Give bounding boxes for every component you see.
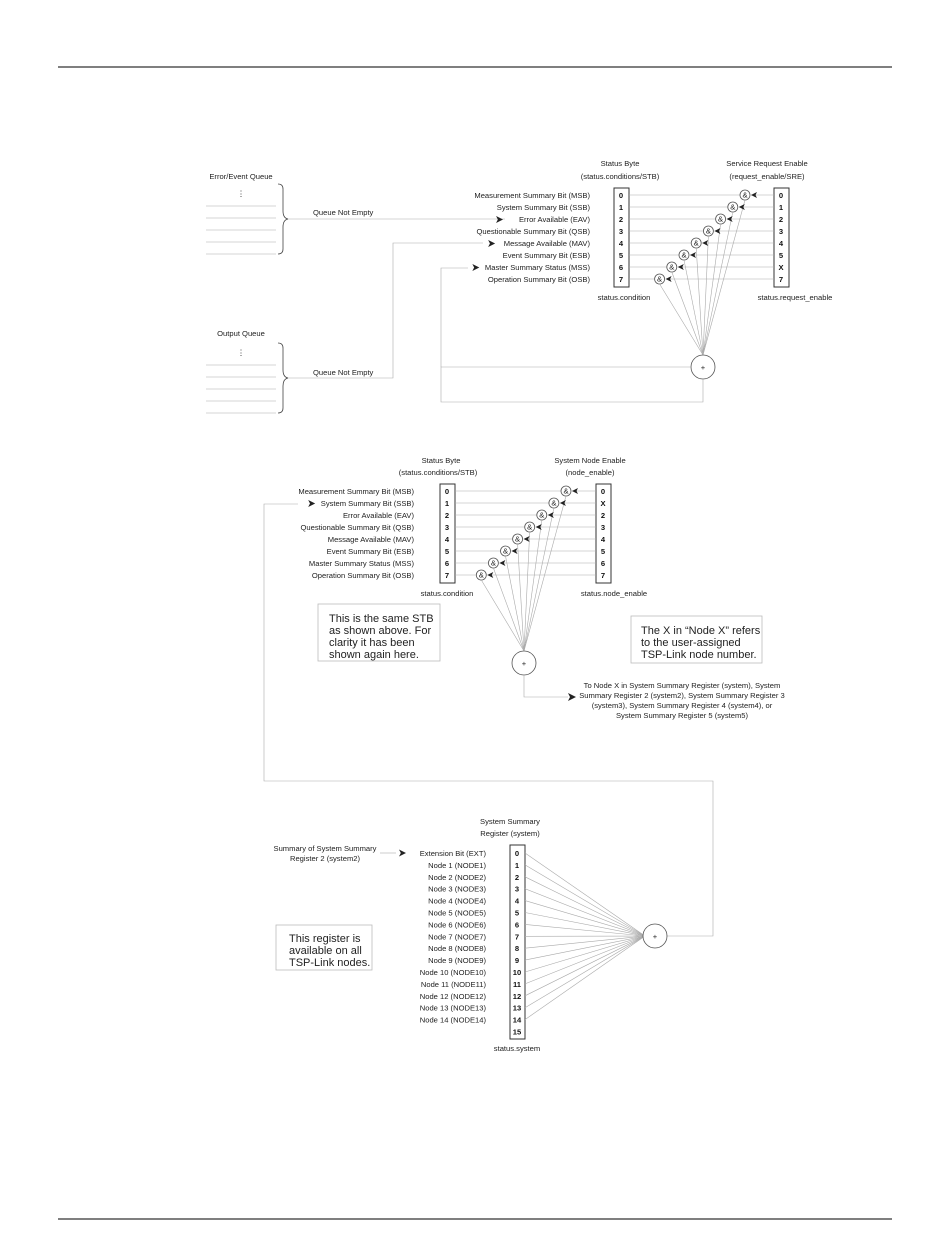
- output-queue-title: Output Queue: [217, 329, 265, 338]
- enable-bit: 7: [778, 275, 784, 284]
- and-gate-symbol: &: [539, 510, 545, 520]
- bit-number: 0: [618, 191, 624, 200]
- node-enable-subtitle: (node_enable): [565, 468, 615, 477]
- bit-label: Master Summary Status (MSS): [308, 559, 414, 568]
- bit-number: 13: [512, 1003, 522, 1013]
- bit-label: Node 6 (NODE6): [428, 920, 486, 930]
- stb-title: Status Byte: [600, 159, 640, 168]
- bit-number: 5: [514, 908, 520, 918]
- and-gate-symbol: &: [490, 558, 496, 568]
- stb-footer: status.condition: [597, 293, 651, 302]
- stb-title: Status Byte: [421, 456, 461, 465]
- bit-number: 2: [514, 872, 520, 882]
- enable-bit: 4: [600, 535, 606, 544]
- bit-number: 9: [514, 956, 520, 966]
- ssb-feedback-line: [264, 504, 713, 936]
- bit-label: Operation Summary Bit (OSB): [487, 275, 590, 284]
- bit-label: Measurement Summary Bit (MSB): [474, 191, 590, 200]
- bit-label: Node 8 (NODE8): [428, 944, 486, 954]
- note-line: clarity it has been: [329, 637, 415, 649]
- bit-label: Node 2 (NODE2): [428, 872, 486, 882]
- note-line: as shown above. For: [329, 625, 432, 637]
- enable-bit: 5: [778, 251, 784, 260]
- bit-number: 8: [514, 944, 520, 954]
- bit-number: 14: [512, 1015, 522, 1025]
- bit-label: Node 13 (NODE13): [419, 1003, 486, 1013]
- bit-label: System Summary Bit (SSB): [496, 203, 590, 212]
- bit-label: Node 3 (NODE3): [428, 884, 486, 894]
- bit-label: Node 10 (NODE10): [419, 968, 486, 977]
- and-gate-symbol: &: [515, 534, 521, 544]
- bit-label: Error Available (EAV): [342, 511, 414, 520]
- stb-subtitle: (status.conditions/STB): [398, 468, 478, 477]
- bit-number: 6: [514, 920, 520, 930]
- enable-bit: 4: [778, 239, 784, 248]
- bit-label: Event Summary Bit (ESB): [326, 547, 414, 556]
- bit-label: Node 9 (NODE9): [428, 956, 486, 966]
- error-event-queue-title: Error/Event Queue: [209, 172, 273, 181]
- queue-not-empty-label: Queue Not Empty: [313, 368, 374, 377]
- note-line: The X in “Node X” refers: [641, 625, 761, 637]
- enable-bit: 5: [600, 547, 606, 556]
- bit-label: Error Available (EAV): [518, 215, 590, 224]
- and-gate-symbol: &: [693, 238, 699, 248]
- or-gate-symbol: +: [700, 363, 706, 372]
- arrow-icon: [399, 850, 406, 857]
- error-event-queue: [206, 172, 374, 254]
- input-label: Register 2 (system2): [289, 854, 361, 863]
- sre-footer: status.request_enable: [757, 293, 833, 302]
- note-line: to the user-assigned: [641, 637, 741, 649]
- note-line: This is the same STB: [329, 613, 434, 625]
- arrow-icon: [496, 216, 503, 223]
- bit-number: 2: [618, 215, 624, 224]
- bit-label: Node 7 (NODE7): [428, 932, 486, 942]
- stb-footer: status.condition: [420, 589, 474, 598]
- and-gate-symbol: &: [742, 190, 748, 200]
- bit-label: Event Summary Bit (ESB): [502, 251, 590, 260]
- bit-number: 7: [514, 932, 520, 942]
- bit-number: 2: [444, 511, 450, 520]
- stb-subtitle: (status.conditions/STB): [580, 172, 660, 181]
- enable-bit: X: [600, 499, 606, 508]
- bit-number: 5: [618, 251, 624, 260]
- bit-label: Operation Summary Bit (OSB): [311, 571, 414, 580]
- bit-label: Extension Bit (EXT): [419, 849, 486, 858]
- enable-bit: 0: [778, 191, 784, 200]
- bit-number: 0: [444, 487, 450, 496]
- sre-diagram: [441, 159, 832, 402]
- enable-bit: X: [778, 263, 784, 272]
- note-line: This register is: [289, 933, 361, 945]
- bit-label: Node 4 (NODE4): [428, 896, 486, 906]
- arrow-icon: [308, 500, 315, 507]
- register-footer: status.system: [493, 1044, 541, 1053]
- bit-label: Message Available (MAV): [503, 239, 590, 248]
- bit-label: Node 1 (NODE1): [428, 860, 486, 870]
- node-enable-title: System Node Enable: [554, 456, 626, 465]
- bit-label: Node 12 (NODE12): [419, 991, 486, 1001]
- sre-subtitle: (request_enable/SRE): [729, 172, 805, 181]
- node-enable-footer: status.node_enable: [580, 589, 648, 598]
- enable-bit: 7: [600, 571, 606, 580]
- destination-line: System Summary Register 5 (system5): [615, 711, 749, 720]
- queue-dots: ⋮: [237, 348, 245, 357]
- bit-number: 10: [512, 968, 522, 977]
- bit-number: 3: [514, 884, 520, 894]
- destination-line: (system3), System Summary Register 4 (system4), or: [591, 701, 773, 710]
- bit-label: System Summary Bit (SSB): [320, 499, 414, 508]
- bit-label: Master Summary Status (MSS): [484, 263, 590, 272]
- queue-dots: ⋮: [237, 189, 245, 198]
- enable-bit: 1: [778, 203, 784, 212]
- bit-number: 1: [618, 203, 624, 212]
- destination-line: To Node X in System Summary Register (system), System: [583, 681, 781, 690]
- output-queue: [206, 329, 374, 413]
- enable-bit: 2: [778, 215, 784, 224]
- or-gate-symbol: +: [652, 932, 658, 941]
- bit-number: 11: [512, 979, 522, 989]
- and-gate-symbol: &: [681, 250, 687, 260]
- bit-label: Questionable Summary Bit (QSB): [300, 523, 414, 532]
- bit-number: 5: [444, 547, 450, 556]
- bit-number: 4: [514, 896, 520, 906]
- and-gate-symbol: &: [563, 486, 569, 496]
- and-gate-symbol: &: [478, 570, 484, 580]
- bit-label: Questionable Summary Bit (QSB): [476, 227, 590, 236]
- or-gate-symbol: +: [521, 659, 527, 668]
- bit-number: 4: [444, 535, 450, 544]
- and-gate-symbol: &: [669, 262, 675, 272]
- register-title: System Summary: [480, 817, 540, 826]
- bit-number: 6: [618, 263, 624, 272]
- arrow-icon: [472, 264, 479, 271]
- bit-label: Node 5 (NODE5): [428, 908, 486, 918]
- enable-bit: 6: [600, 559, 606, 568]
- bit-number: 7: [618, 275, 624, 284]
- note-line: shown again here.: [329, 649, 419, 661]
- enable-bit: 3: [778, 227, 784, 236]
- system-summary-register: [274, 817, 667, 1053]
- and-gate-symbol: &: [705, 226, 711, 236]
- note-line: available on all: [289, 945, 362, 957]
- bit-number: 1: [444, 499, 450, 508]
- queue-not-empty-label: Queue Not Empty: [313, 208, 374, 217]
- and-gate-symbol: &: [551, 498, 557, 508]
- bit-number: 12: [512, 991, 522, 1001]
- bit-number: 1: [514, 860, 520, 870]
- input-label: Summary of System Summary: [273, 844, 377, 853]
- bit-label: Message Available (MAV): [327, 535, 414, 544]
- node-enable-diagram: [298, 456, 784, 720]
- note-line: TSP-Link node number.: [641, 649, 757, 661]
- bit-number: 0: [514, 849, 520, 858]
- and-gate-symbol: &: [502, 546, 509, 556]
- bit-number: 4: [618, 239, 624, 248]
- and-gate-symbol: &: [657, 274, 663, 284]
- sre-title: Service Request Enable: [726, 159, 808, 168]
- note-line: TSP-Link nodes.: [289, 957, 371, 969]
- and-gate-symbol: &: [718, 214, 724, 224]
- destination-line: Summary Register 2 (system2), System Summary Register 3: [579, 691, 785, 700]
- and-gate-symbol: &: [730, 202, 736, 212]
- bit-number: 6: [444, 559, 450, 568]
- bit-label: Node 11 (NODE11): [420, 979, 486, 989]
- register-title: Register (system): [480, 829, 540, 838]
- bit-label: Measurement Summary Bit (MSB): [298, 487, 414, 496]
- enable-bit: 2: [600, 511, 606, 520]
- enable-bit: 3: [600, 523, 606, 532]
- arrow-icon: [488, 240, 495, 247]
- enable-bit: 0: [600, 487, 606, 496]
- bit-number: 7: [444, 571, 450, 580]
- bit-number: 3: [444, 523, 450, 532]
- bit-label: Node 14 (NODE14): [419, 1015, 486, 1025]
- bit-number: 15: [512, 1027, 522, 1037]
- bit-number: 3: [618, 227, 624, 236]
- and-gate-symbol: &: [527, 522, 533, 532]
